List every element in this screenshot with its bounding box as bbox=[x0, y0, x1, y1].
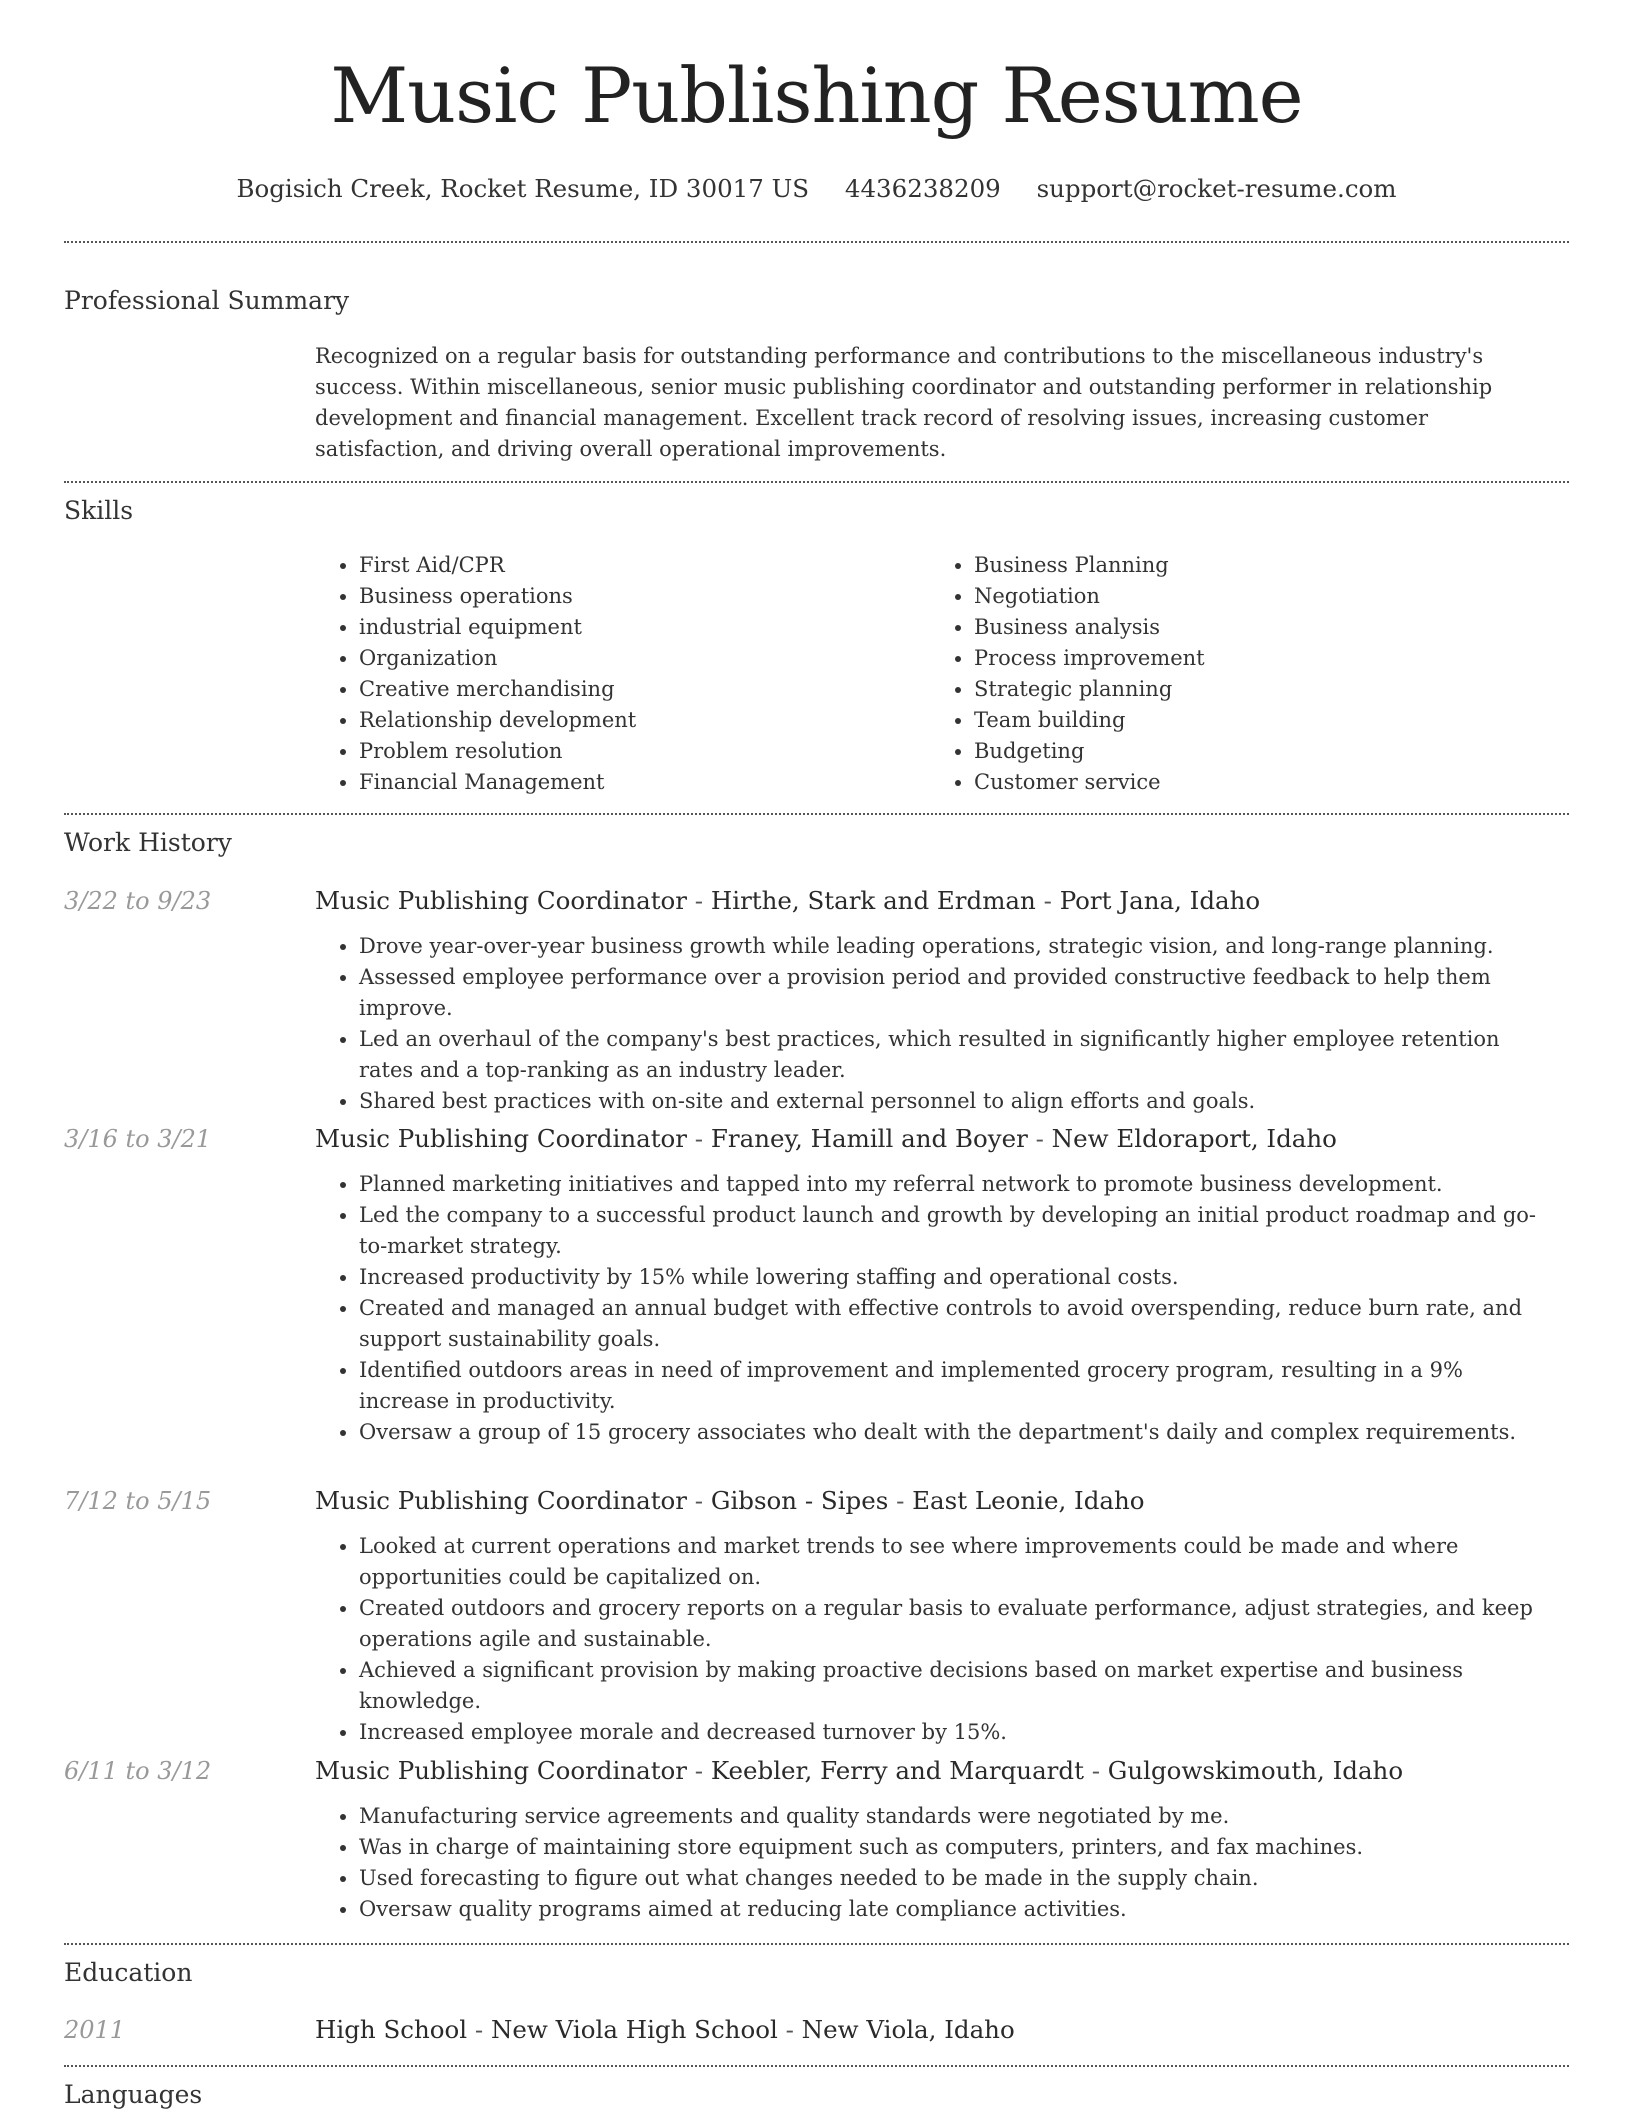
education-heading: Education bbox=[64, 1958, 193, 1987]
job-heading bbox=[315, 1753, 1555, 1789]
job-location: Gulgowskimouth, Idaho bbox=[1107, 1756, 1404, 1785]
languages-heading: Languages bbox=[64, 2080, 203, 2109]
job-bullets bbox=[315, 931, 1555, 1117]
separator: - bbox=[687, 1756, 711, 1785]
contact-address: Bogisich Creek, Rocket Resume, ID 30017 US bbox=[236, 174, 810, 203]
skill-item: • Customer service bbox=[974, 767, 1205, 798]
skill-item: • Business operations bbox=[359, 581, 636, 612]
job-bullet: • Created outdoors and grocery reports on a regular basis to evaluate performance, adjust strategies, and keep operations agile and sustainable. bbox=[359, 1593, 1555, 1655]
skills-heading: Skills bbox=[64, 496, 134, 525]
page-title: Music Publishing Resume bbox=[330, 51, 1303, 140]
divider bbox=[64, 813, 1569, 815]
skill-item: • Business Planning bbox=[974, 550, 1205, 581]
job-title: Music Publishing Coordinator bbox=[315, 886, 688, 915]
job-bullet: • Drove year-over-year business growth while leading operations, strategic vision, and long-range planning. bbox=[359, 931, 1555, 962]
contact-phone: 4436238209 bbox=[844, 174, 1001, 203]
job-bullet: • Planned marketing initiatives and tapped into my referral network to promote business development. bbox=[359, 1169, 1555, 1200]
skill-item: • Budgeting bbox=[974, 736, 1205, 767]
job-location: New Eldoraport, Idaho bbox=[1051, 1124, 1337, 1153]
summary-block bbox=[315, 341, 1555, 465]
job-dates: 7/12 to 5/15 bbox=[64, 1487, 212, 1515]
divider bbox=[64, 481, 1569, 483]
skill-item: • Business analysis bbox=[974, 612, 1205, 643]
separator: - bbox=[687, 1486, 711, 1515]
job-location: East Leonie, Idaho bbox=[912, 1486, 1145, 1515]
separator: - bbox=[687, 1124, 711, 1153]
job-bullet: • Created and managed an annual budget with effective controls to avoid overspending, reduce burn rate, and support sustainability goals. bbox=[359, 1293, 1555, 1355]
skills-list-left bbox=[315, 550, 636, 798]
job-heading bbox=[315, 883, 1555, 919]
job-bullets bbox=[315, 1801, 1555, 1925]
skills-column-right bbox=[930, 550, 1205, 798]
separator: - bbox=[1035, 886, 1060, 915]
skill-item: • industrial equipment bbox=[359, 612, 636, 643]
job-entry bbox=[315, 883, 1555, 1117]
skill-item: • Problem resolution bbox=[359, 736, 636, 767]
separator: - bbox=[777, 2015, 802, 2044]
education-degree: High School bbox=[315, 2015, 468, 2044]
separator: - bbox=[888, 1486, 913, 1515]
job-company: Keebler, Ferry and Marquardt bbox=[710, 1756, 1084, 1785]
job-dates: 6/11 to 3/12 bbox=[64, 1757, 212, 1785]
job-bullet: • Increased productivity by 15% while lowering staffing and operational costs. bbox=[359, 1262, 1555, 1293]
separator: - bbox=[467, 2015, 491, 2044]
job-bullet: • Led an overhaul of the company's best practices, which resulted in significantly higher employee retention rates and a top-ranking as an industry leader. bbox=[359, 1024, 1555, 1086]
job-bullet: • Identified outdoors areas in need of improvement and implemented grocery program, resulting in a 9% increase in productivity. bbox=[359, 1355, 1555, 1417]
job-bullet: • Oversaw a group of 15 grocery associates who dealt with the department's daily and complex requirements. bbox=[359, 1417, 1555, 1448]
skill-item: • Team building bbox=[974, 705, 1205, 736]
skill-item: • Relationship development bbox=[359, 705, 636, 736]
work-heading: Work History bbox=[64, 828, 232, 857]
job-bullet: • Oversaw quality programs aimed at reducing late compliance activities. bbox=[359, 1894, 1555, 1925]
job-bullet: • Manufacturing service agreements and quality standards were negotiated by me. bbox=[359, 1801, 1555, 1832]
job-dates: 3/16 to 3/21 bbox=[64, 1125, 212, 1153]
skill-item: • Creative merchandising bbox=[359, 674, 636, 705]
education-location: New Viola, Idaho bbox=[801, 2015, 1015, 2044]
skill-item: • Negotiation bbox=[974, 581, 1205, 612]
contact-line bbox=[64, 171, 1569, 207]
job-dates: 3/22 to 9/23 bbox=[64, 887, 212, 915]
separator: - bbox=[1027, 1124, 1052, 1153]
job-title: Music Publishing Coordinator bbox=[315, 1124, 688, 1153]
education-year: 2011 bbox=[64, 2016, 126, 2044]
education-heading-line bbox=[315, 2012, 1555, 2048]
job-bullet: • Shared best practices with on-site and external personnel to align efforts and goals. bbox=[359, 1086, 1555, 1117]
job-company: Gibson - Sipes bbox=[710, 1486, 889, 1515]
skill-item: • First Aid/CPR bbox=[359, 550, 636, 581]
skill-item: • Strategic planning bbox=[974, 674, 1205, 705]
job-bullet: • Increased employee morale and decreased turnover by 15%. bbox=[359, 1717, 1555, 1748]
job-bullet: • Used forecasting to figure out what changes needed to be made in the supply chain. bbox=[359, 1863, 1555, 1894]
job-bullet: • Achieved a significant provision by making proactive decisions based on market expertise and business knowledge. bbox=[359, 1655, 1555, 1717]
job-company: Franey, Hamill and Boyer bbox=[710, 1124, 1028, 1153]
summary-heading: Professional Summary bbox=[64, 286, 350, 315]
job-heading bbox=[315, 1483, 1555, 1519]
skill-item: • Financial Management bbox=[359, 767, 636, 798]
job-bullets bbox=[315, 1169, 1555, 1448]
education-entry bbox=[315, 2012, 1555, 2048]
skills-column-left bbox=[315, 550, 636, 798]
job-bullet: • Was in charge of maintaining store equipment such as computers, printers, and fax machines. bbox=[359, 1832, 1555, 1863]
contact-email: support@rocket-resume.com bbox=[1036, 174, 1397, 203]
job-bullet: • Assessed employee performance over a provision period and provided constructive feedback to help them improve. bbox=[359, 962, 1555, 1024]
separator: - bbox=[687, 886, 711, 915]
education-school: New Viola High School bbox=[490, 2015, 778, 2044]
job-bullets bbox=[315, 1531, 1555, 1748]
skills-block bbox=[315, 550, 1555, 800]
job-title: Music Publishing Coordinator bbox=[315, 1486, 688, 1515]
divider bbox=[64, 1943, 1569, 1945]
summary-text: Recognized on a regular basis for outstanding performance and contributions to the miscellaneous industry's success. Within miscellaneous, senior music publishing coordinator and outstanding performer in relationship development and financial management. Excellent track record of resolving issues, increasing customer satisfaction, and driving overall operational improvements. bbox=[315, 344, 1493, 461]
skill-item: • Process improvement bbox=[974, 643, 1205, 674]
divider bbox=[64, 241, 1569, 243]
separator: - bbox=[1083, 1756, 1108, 1785]
divider bbox=[64, 2065, 1569, 2067]
job-location: Port Jana, Idaho bbox=[1059, 886, 1261, 915]
job-bullet: • Led the company to a successful product launch and growth by developing an initial product roadmap and go-to-market strategy. bbox=[359, 1200, 1555, 1262]
skills-list-right bbox=[930, 550, 1205, 798]
job-heading bbox=[315, 1121, 1555, 1157]
job-entry bbox=[315, 1753, 1555, 1925]
job-company: Hirthe, Stark and Erdman bbox=[710, 886, 1036, 915]
job-entry bbox=[315, 1483, 1555, 1748]
job-entry bbox=[315, 1121, 1555, 1448]
job-title: Music Publishing Coordinator bbox=[315, 1756, 688, 1785]
skill-item: • Organization bbox=[359, 643, 636, 674]
job-bullet: • Looked at current operations and market trends to see where improvements could be made and where opportunities could be capitalized on. bbox=[359, 1531, 1555, 1593]
